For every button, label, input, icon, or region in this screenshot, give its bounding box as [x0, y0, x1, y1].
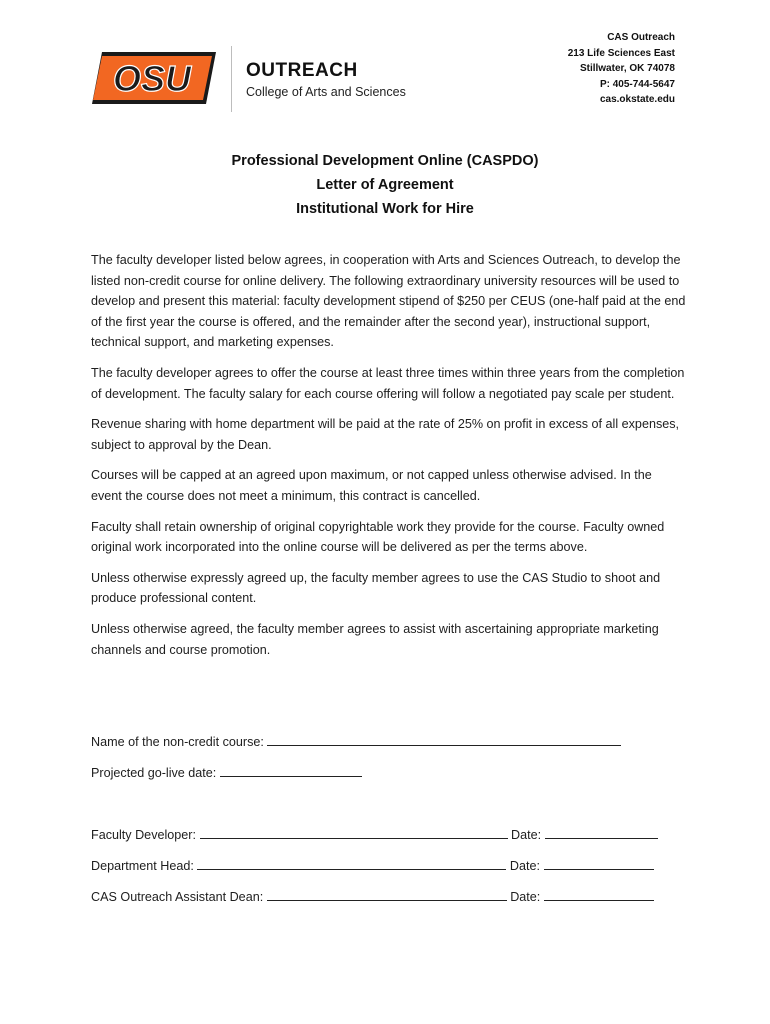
- title-line: Institutional Work for Hire: [296, 201, 474, 217]
- org-title: OUTREACH: [246, 60, 358, 81]
- faculty-developer-label: Faculty Developer:: [91, 828, 196, 842]
- osu-logo: [90, 44, 218, 110]
- dean-date-line[interactable]: [544, 888, 654, 901]
- course-name-label: Name of the non-credit course:: [91, 735, 264, 749]
- logo-lettering: OSU: [112, 58, 192, 99]
- header-divider: [231, 46, 232, 112]
- address-phone: P: 405-744-5647: [599, 78, 675, 90]
- paragraph: The faculty developer agrees to offer the course at least three times within three years from the completion of development. The faculty salary for each course offering will follow a negotiated pay scale per student.: [91, 365, 685, 401]
- paragraph: Unless otherwise expressly agreed up, the faculty member agrees to use the CAS Studio to shoot and produce professional content.: [91, 570, 661, 606]
- golive-date-line[interactable]: [220, 764, 362, 777]
- faculty-signature-field: [91, 826, 658, 842]
- paragraph: The faculty developer listed below agrees, in cooperation with Arts and Sciences Outreach, to develop the listed non-credit course for online delivery. The following extraordinary university resources will be used to develop and present this material: faculty development stipend of $250 per CEUS (one-half paid at the end of the first year the course is offered, and the remainder after the second year), instructional support, technical support, and marketing expenses.: [91, 253, 686, 350]
- course-name-field: [91, 733, 621, 749]
- address-line: CAS Outreach: [607, 32, 675, 43]
- paragraph: Revenue sharing with home department will be paid at the rate of 25% on profit in excess of all expenses, subject to approval by the Dean.: [91, 417, 680, 452]
- golive-date-label: Projected go-live date:: [91, 766, 217, 780]
- title-line: Letter of Agreement: [316, 177, 454, 193]
- address-block: [568, 30, 675, 108]
- date-label: Date:: [510, 890, 541, 904]
- date-label: Date:: [511, 828, 542, 842]
- date-label: Date:: [509, 859, 541, 873]
- org-subtitle: College of Arts and Sciences: [246, 85, 406, 99]
- department-head-label: Department Head:: [91, 859, 194, 873]
- paragraph: Courses will be capped at an agreed upon maximum, or not capped unless otherwise advised. In the event the course does not meet a minimum, this contract is cancelled.: [91, 468, 652, 503]
- dept-head-date-line[interactable]: [544, 857, 654, 870]
- dean-signature-field: [91, 888, 654, 904]
- faculty-signature-line[interactable]: [200, 826, 508, 839]
- golive-date-field: [91, 764, 362, 780]
- dept-head-signature-line[interactable]: [197, 857, 506, 870]
- assistant-dean-label: CAS Outreach Assistant Dean:: [91, 890, 264, 904]
- dean-signature-line[interactable]: [267, 888, 507, 901]
- agreement-body: [91, 250, 686, 670]
- course-name-line[interactable]: [267, 733, 621, 746]
- paragraph: Unless otherwise agreed, the faculty member agrees to assist with ascertaining appropriate marketing channels and course promotion.: [91, 621, 659, 657]
- title-line: Professional Development Online (CASPDO): [231, 153, 539, 169]
- address-line: 213 Life Sciences East: [567, 47, 675, 59]
- document-title: [0, 149, 770, 221]
- dept-head-signature-field: [91, 857, 654, 873]
- paragraph: Faculty shall retain ownership of original copyrightable work they provide for the course. Faculty owned original work incorporated into the online course will be delivered as per the terms above.: [91, 519, 665, 555]
- address-line: Stillwater, OK 74078: [579, 63, 675, 74]
- faculty-date-line[interactable]: [545, 826, 658, 839]
- address-website: cas.okstate.edu: [599, 94, 675, 105]
